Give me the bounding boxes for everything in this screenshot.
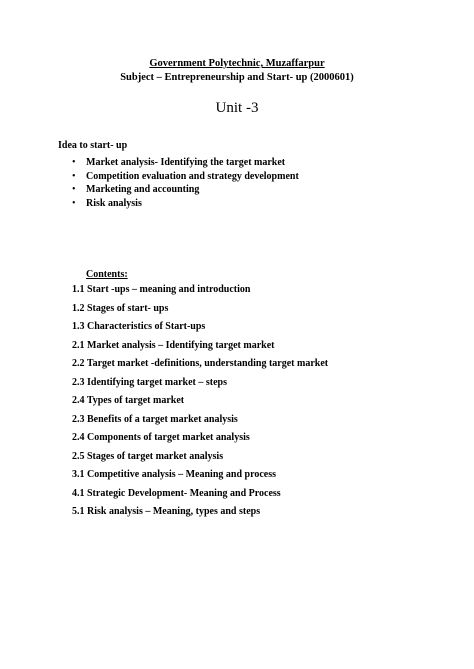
toc-item: 1.1 Start -ups – meaning and introduction (72, 284, 251, 295)
toc-item: 3.1 Competitive analysis – Meaning and process (72, 469, 276, 480)
bullet-text: Risk analysis (86, 197, 142, 209)
subject-line: Subject – Entrepreneurship and Start- up (2000601) (120, 72, 354, 83)
bullet-text: Competition evaluation and strategy development (86, 170, 299, 182)
bullet-icon: • (72, 197, 76, 209)
toc-item: 1.2 Stages of start- ups (72, 302, 169, 314)
toc-item: 2.1 Market analysis – Identifying target market (72, 339, 275, 351)
bullet-text: Marketing and accounting (86, 184, 200, 195)
bullet-icon: • (72, 170, 76, 182)
unit-title: Unit -3 (215, 100, 259, 116)
toc-item: 2.3 Identifying target market – steps (72, 376, 227, 388)
contents-heading: Contents: (86, 269, 128, 280)
toc-item: 2.4 Types of target market (72, 395, 185, 406)
toc-item: 4.1 Strategic Development- Meaning and Process (72, 487, 281, 499)
bullet-icon: • (72, 157, 76, 168)
institution-name: Government Polytechnic, Muzaffarpur (149, 58, 325, 69)
idea-heading: Idea to start- up (58, 140, 128, 151)
bullet-text: Market analysis- Identifying the target market (86, 157, 286, 168)
table-of-contents (72, 283, 328, 524)
toc-item: 5.1 Risk analysis – Meaning, types and steps (72, 506, 261, 517)
toc-item: 2.4 Components of target market analysis (72, 432, 250, 443)
bullet-icon: • (72, 184, 76, 195)
toc-item: 1.3 Characteristics of Start-ups (72, 321, 206, 332)
toc-item: 2.5 Stages of target market analysis (72, 450, 224, 462)
toc-item: 2.2 Target market -definitions, understanding target market (72, 358, 329, 369)
toc-item: 2.3 Benefits of a target market analysis (72, 413, 238, 425)
